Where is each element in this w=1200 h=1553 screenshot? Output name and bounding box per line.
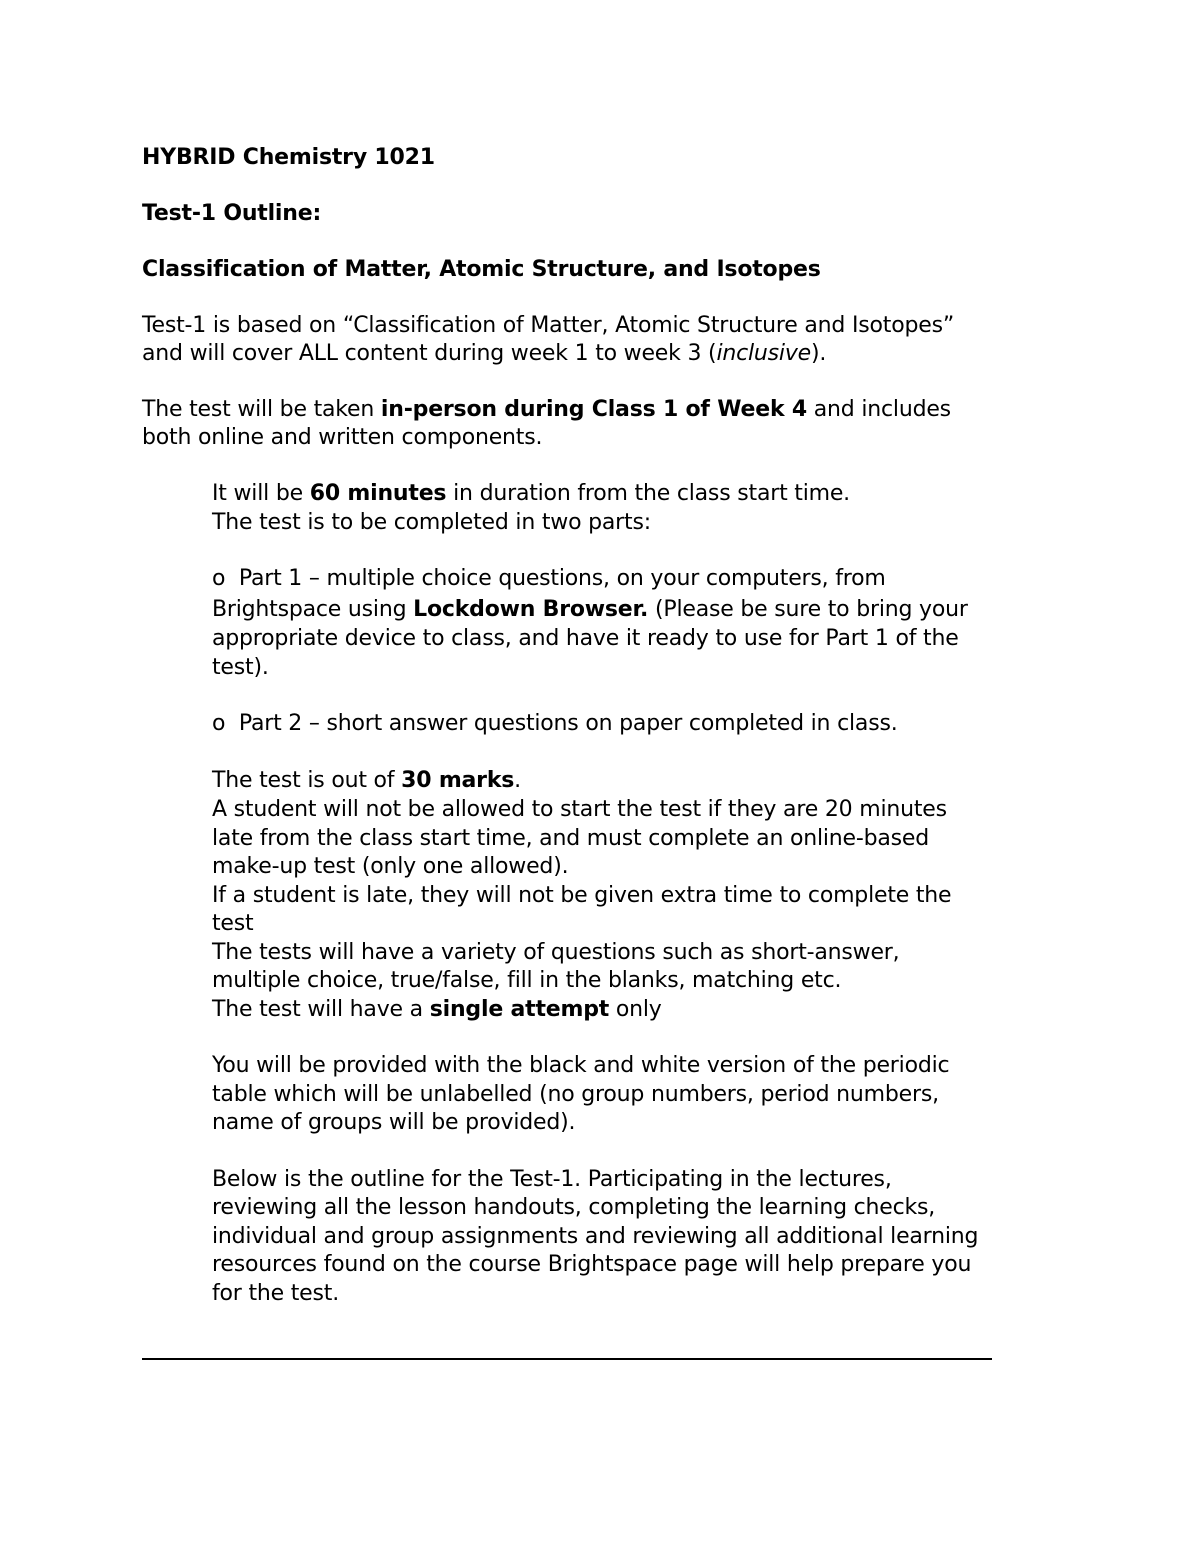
intro-line-2 <box>142 340 826 368</box>
parts-intro: The test is to be completed in two parts: <box>212 510 651 535</box>
part1-line-2-end: (Please be sure to bring your <box>648 597 968 622</box>
question-types-line-1: The tests will have a variety of questions such as short-answer, <box>212 940 900 965</box>
course-title: HYBRID Chemistry 1021 <box>142 145 435 170</box>
part1-line-2-text: Brightspace using <box>212 597 414 622</box>
preparation-line-5: for the test. <box>212 1281 339 1306</box>
part1-line-3: appropriate device to class, and have it ready to use for Part 1 of the <box>212 626 959 651</box>
preparation-line-2: reviewing all the lesson handouts, completing the learning checks, <box>212 1195 936 1220</box>
periodic-table-line-1: You will be provided with the black and white version of the periodic <box>212 1053 950 1078</box>
late-policy-line-1: A student will not be allowed to start the test if they are 20 minutes <box>212 797 947 822</box>
attempts-value: single attempt <box>429 997 610 1022</box>
preparation-line-4: resources found on the course Brightspace page will help prepare you <box>212 1252 972 1277</box>
part2-line-1-text: Part 2 – short answer questions on paper completed in class. <box>238 711 898 736</box>
part2-bullet: o <box>212 711 226 736</box>
question-types-line-2: multiple choice, true/false, fill in the blanks, matching etc. <box>212 968 842 993</box>
duration-text: It will be <box>212 481 310 506</box>
late-policy-line-3: make-up test (only one allowed). <box>212 854 569 879</box>
intro-line-1: Test-1 is based on “Classification of Matter, Atomic Structure and Isotopes” <box>142 313 955 338</box>
intro-line-2-text: and will cover ALL content during week 1 to week 3 ( <box>142 341 717 366</box>
format-line-1-end: and includes <box>806 397 951 422</box>
format-line-1 <box>142 396 951 424</box>
part2-line-1 <box>212 710 898 738</box>
periodic-table-line-3: name of groups will be provided). <box>212 1110 576 1135</box>
part1-line-2 <box>212 596 968 624</box>
format-line-1-text: The test will be taken <box>142 397 381 422</box>
topic-heading: Classification of Matter, Atomic Structure, and Isotopes <box>142 257 821 282</box>
inclusive-text: inclusive <box>716 341 811 366</box>
periodic-table-line-2: table which will be unlabelled (no group numbers, period numbers, <box>212 1082 939 1107</box>
marks-text: The test is out of <box>212 768 402 793</box>
format-line-2: both online and written components. <box>142 425 543 450</box>
part1-line-4: test). <box>212 655 269 680</box>
attempts-end: only <box>609 997 662 1022</box>
attempts-line <box>212 996 662 1024</box>
duration-end: in duration from the class start time. <box>446 481 850 506</box>
part1-bullet: o <box>212 566 226 591</box>
marks-line <box>212 767 521 795</box>
preparation-line-3: individual and group assignments and reviewing all additional learning <box>212 1224 979 1249</box>
duration-line <box>212 480 850 508</box>
intro-line-2-end: ). <box>810 341 827 366</box>
duration-value: 60 minutes <box>309 481 447 506</box>
part1-line-1-text: Part 1 – multiple choice questions, on your computers, from <box>238 566 886 591</box>
horizontal-rule <box>142 1358 992 1360</box>
late-policy-line-2: late from the class start time, and must complete an online-based <box>212 826 930 851</box>
lockdown-browser: Lockdown Browser. <box>413 597 649 622</box>
format-when: in-person during Class 1 of Week 4 <box>380 397 807 422</box>
attempts-text: The test will have a <box>212 997 430 1022</box>
marks-value: 30 marks <box>401 768 515 793</box>
part1-line-1 <box>212 565 886 593</box>
marks-end: . <box>514 768 521 793</box>
outline-heading: Test-1 Outline: <box>142 201 322 226</box>
preparation-line-1: Below is the outline for the Test-1. Participating in the lectures, <box>212 1167 892 1192</box>
late-time-line-1: If a student is late, they will not be given extra time to complete the <box>212 883 952 908</box>
late-time-line-2: test <box>212 911 254 936</box>
